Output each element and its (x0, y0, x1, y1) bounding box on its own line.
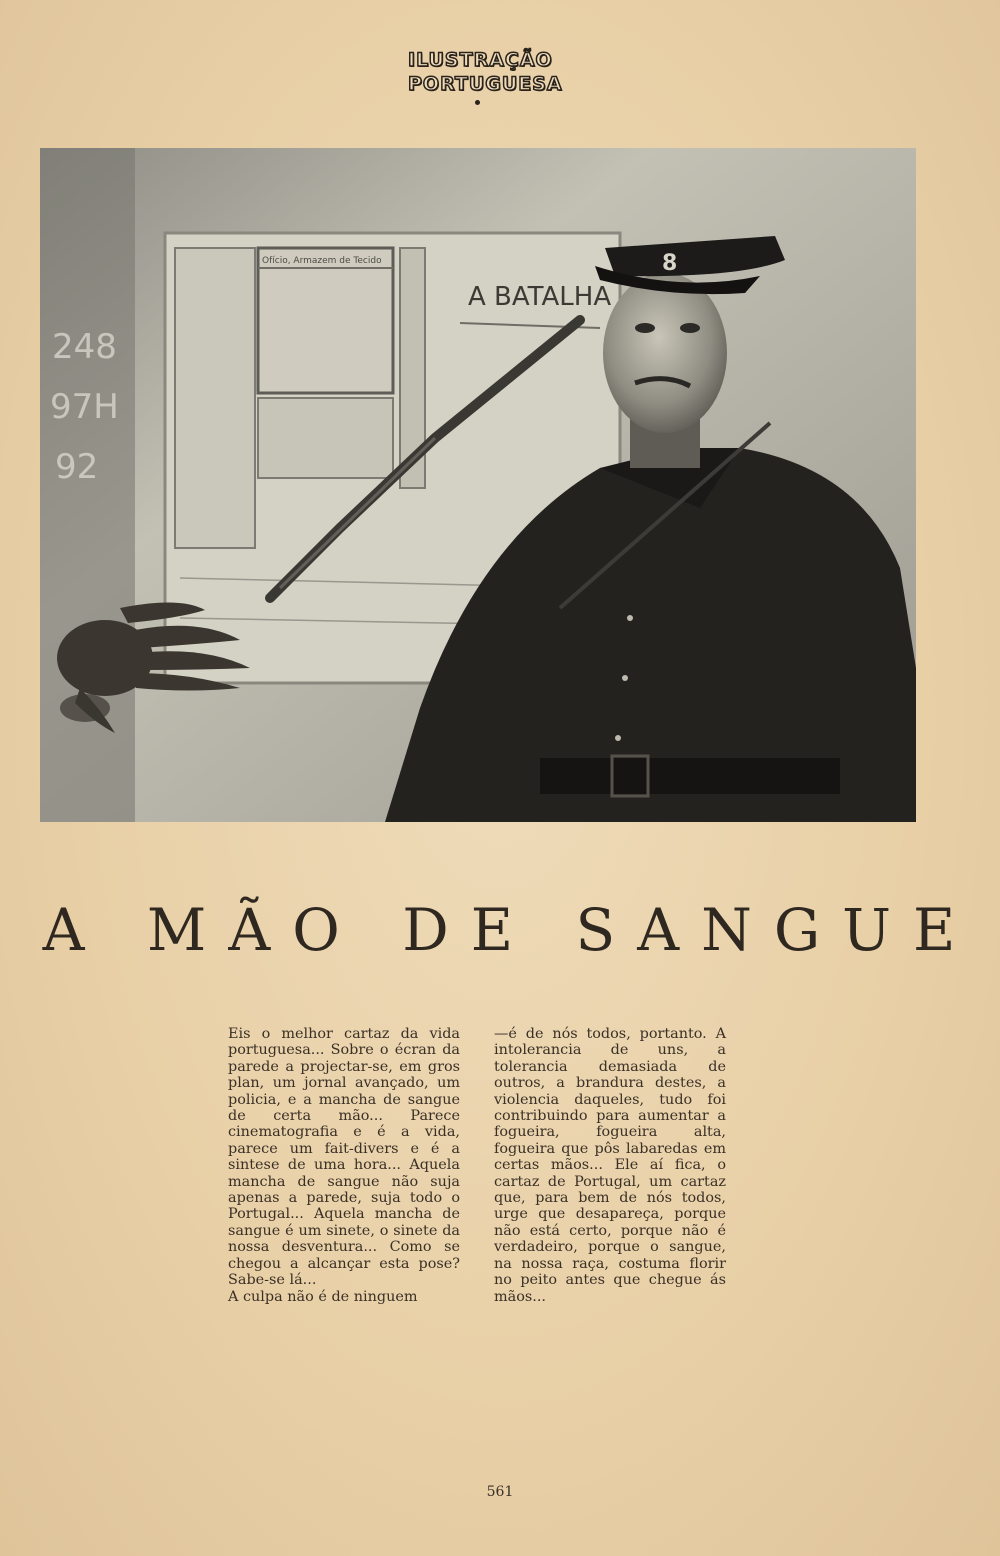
chalk-number-2: 97H (50, 387, 119, 427)
poster-header-text: Ofício, Armazem de Tecido (262, 256, 382, 266)
article-column-right: —é de nós todos, portanto. A intolerancia de uns, a tolerancia demasiada de outros, a brandura destes, a violencia daqueles, tudo foi contribuindo para aumentar a fogueira, fogueira alta, fogueira que pôs labaredas em certas mãos... Ele aí fica, o cartaz de Portugal, um cartaz que, para bem de nós todos, urge que desapareça, porque não está certo, porque não é verdadeiro, porque o sangue, na nossa raça, costuma florir no peito antes que chegue ás mãos... (494, 1026, 726, 1305)
masthead-logo (408, 48, 563, 106)
chalk-number-3: 92 (55, 447, 99, 487)
masthead-line-2: PORTUGUESA (408, 73, 563, 95)
cap-badge: 8 (662, 251, 678, 276)
masthead-line-1: ILUSTRAÇÃO (408, 49, 553, 71)
photo-illustration (40, 148, 916, 822)
lead-photograph (40, 148, 916, 822)
masthead-dot (475, 100, 480, 105)
newspaper-title-text: A BATALHA (468, 282, 612, 312)
chalk-number-1: 248 (52, 327, 117, 367)
article-title: A MÃO DE SANGUE (42, 896, 978, 964)
article-column-left: Eis o melhor cartaz da vida portuguesa... Sobre o écran da parede a projectar-se, em gros plan, um jornal avançado, um policia, e a mancha de sangue de certa mão... Parece cinematografia e é a vida, parece um fait-divers e é a sintese de uma hora... Aquela mancha de sangue não suja apenas a parede, suja todo o Portugal... Aquela mancha de sangue é um sinete, o sinete da nossa desventura... Como se chegou a alcançar esta pose? Sabe-se lá... A culpa não é de ninguem (228, 1026, 460, 1305)
page-number: 561 (486, 1484, 514, 1500)
